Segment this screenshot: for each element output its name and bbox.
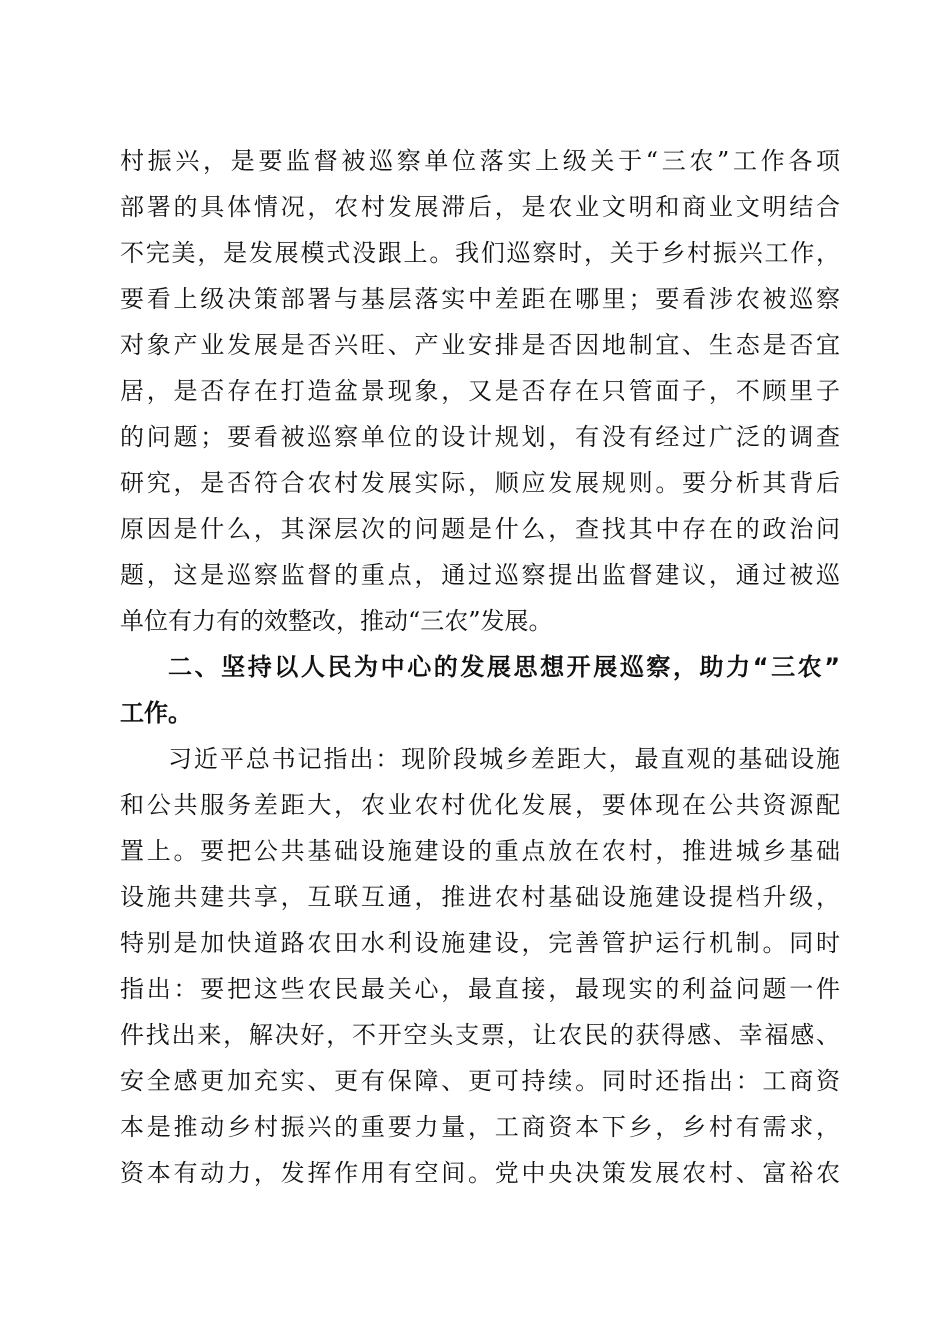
heading-line: 工作。 <box>120 699 192 727</box>
text-line: 特别是加快道路农田水利设施建设，完善管护运行机制。同时 <box>120 929 840 957</box>
text-line: 的问题；要看被巡察单位的设计规划，有没有经过广泛的调查 <box>120 423 840 451</box>
text-line: 要看上级决策部署与基层落实中差距在哪里；要看涉农被巡察 <box>120 285 840 313</box>
text-line: 置上。要把公共基础设施建设的重点放在农村，推进城乡基础 <box>120 837 840 865</box>
text-line: 部署的具体情况，农村发展滞后，是农业文明和商业文明结合 <box>120 193 840 221</box>
text-line: 本是推动乡村振兴的重要力量，工商资本下乡，乡村有需求， <box>120 1113 840 1141</box>
text-line: 研究，是否符合农村发展实际，顺应发展规则。要分析其背后 <box>120 469 840 497</box>
text-line: 对象产业发展是否兴旺、产业安排是否因地制宜、生态是否宜 <box>120 331 840 359</box>
text-line: 单位有力有的效整改，推动“三农”发展。 <box>120 607 553 635</box>
text-line: 件找出来，解决好，不开空头支票，让农民的获得感、幸福感、 <box>120 1021 840 1049</box>
text-line: 居，是否存在打造盆景现象，又是否存在只管面子，不顾里子 <box>120 377 840 405</box>
text-line: 安全感更加充实、更有保障、更可持续。同时还指出：工商资 <box>120 1067 840 1095</box>
text-line: 设施共建共享，互联互通，推进农村基础设施建设提档升级， <box>120 883 840 911</box>
text-line: 原因是什么，其深层次的问题是什么，查找其中存在的政治问 <box>120 515 840 543</box>
heading-line: 二、坚持以人民为中心的发展思想开展巡察，助力“三农” <box>168 653 840 681</box>
text-line: 和公共服务差距大，农业农村优化发展，要体现在公共资源配 <box>120 791 840 819</box>
text-line: 指出：要把这些农民最关心，最直接，最现实的利益问题一件 <box>120 975 840 1003</box>
text-line: 村振兴，是要监督被巡察单位落实上级关于“三农”工作各项 <box>120 147 840 175</box>
text-line: 不完美，是发展模式没跟上。我们巡察时，关于乡村振兴工作， <box>120 239 840 267</box>
text-line: 习近平总书记指出：现阶段城乡差距大，最直观的基础设施 <box>168 745 840 773</box>
text-line: 题，这是巡察监督的重点，通过巡察提出监督建议，通过被巡 <box>120 561 840 589</box>
text-line: 资本有动力，发挥作用有空间。党中央决策发展农村、富裕农 <box>120 1159 840 1187</box>
